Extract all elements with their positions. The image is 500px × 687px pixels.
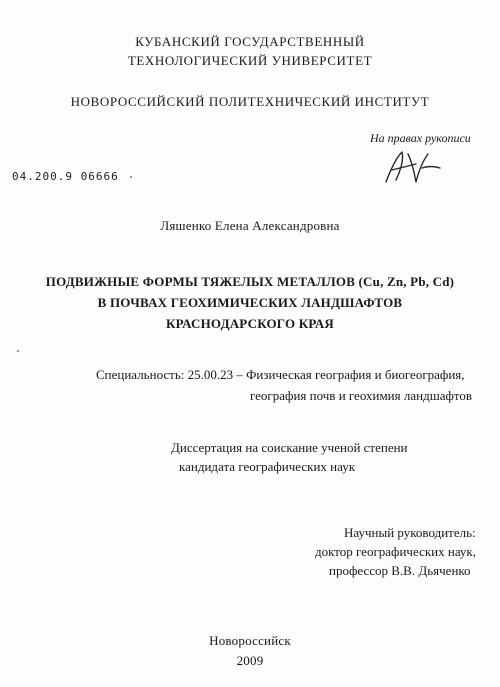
thesis-title-line1: ПОДВИЖНЫЕ ФОРМЫ ТЯЖЕЛЫХ МЕТАЛЛОВ (Cu, Zn, Pb, Cd) <box>45 274 455 289</box>
thesis-title-line3: КРАСНОДАРСКОГО КРАЯ <box>165 316 335 331</box>
scan-speck <box>130 176 132 178</box>
advisor-label: Научный руководитель: <box>344 525 476 540</box>
city: Новороссийск <box>209 633 291 648</box>
author-name: Ляшенко Елена Александровна <box>160 218 340 233</box>
thesis-title-line2: В ПОЧВАХ ГЕОХИМИЧЕСКИХ ЛАНДШАФТОВ <box>97 295 403 310</box>
handwritten-signature <box>378 146 444 188</box>
dissertation-statement-line2: кандидата географических наук <box>179 459 356 474</box>
university-name-line2: ТЕХНОЛОГИЧЕСКИЙ УНИВЕРСИТЕТ <box>127 53 373 68</box>
specialty-line1: Специальность: 25.00.23 – Физическая география и биогеография, <box>96 367 465 382</box>
institute-name: НОВОРОССИЙСКИЙ ПОЛИТЕХНИЧЕСКИЙ ИНСТИТУТ <box>70 94 430 109</box>
specialty-line2: география почв и геохимия ландшафтов <box>250 388 473 403</box>
manuscript-rights-note: На правах рукописи <box>370 131 471 145</box>
university-name-line1: КУБАНСКИЙ ГОСУДАРСТВЕННЫЙ <box>135 34 365 49</box>
advisor-name: профессор В.В. Дьяченко <box>329 563 471 578</box>
advisor-degree: доктор географических наук, <box>315 544 476 559</box>
dissertation-statement-line1: Диссертация на соискание ученой степени <box>171 440 408 455</box>
scan-speck <box>17 350 19 352</box>
library-stamp-number: 04.200.9 06666 <box>12 170 119 183</box>
year: 2009 <box>236 653 264 668</box>
